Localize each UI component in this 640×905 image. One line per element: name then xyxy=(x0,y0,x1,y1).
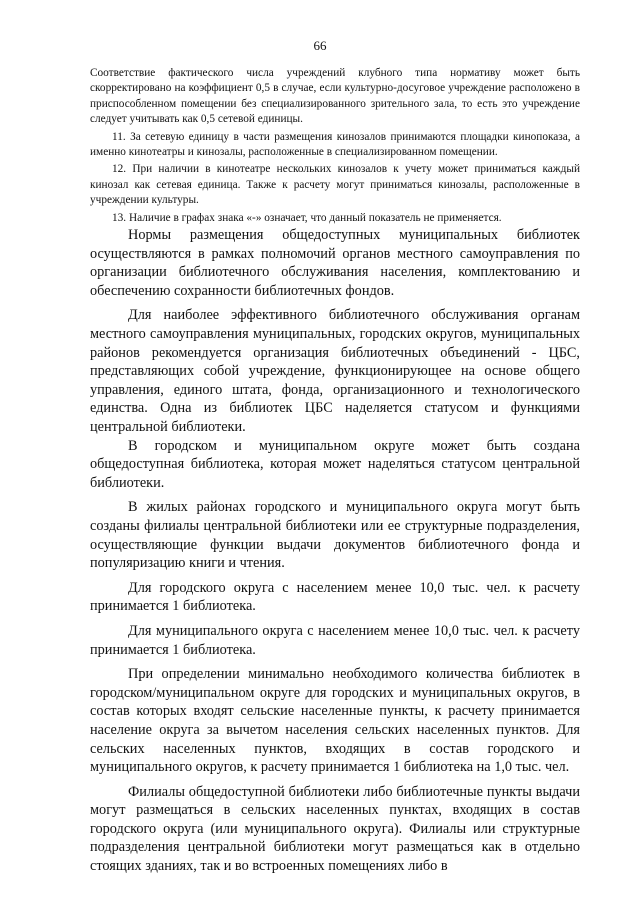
page-number: 66 xyxy=(313,38,327,53)
paragraph-library-norms: Нормы размещения общедоступных муниципальных библиотек осуществляются в рамках полномочий органов местного самоуправления по организации библиотечного обслуживания населения, комплектованию и обеспечению сохранности библиотечных фондов. xyxy=(90,227,580,299)
footnote-13: 13. Наличие в графах знака «-» означает, что данный показатель не применяется. xyxy=(112,211,502,224)
paragraph-minimum-libraries: При определении минимально необходимого количества библиотек в городском/муниципальном округе для городских и муниципальных округов, в состав которых входят сельские населенные пункты, к расчету принимается население округа за вычетом населения сельских населенных пунктов. Для сельских населенных пунктов, входящих в состав городского и муниципального округов, к расчету принимается 1 библиотека на 1,0 тыс. чел. xyxy=(90,666,580,776)
paragraph-city-district-limit: Для городского округа с населением менее 10,0 тыс. чел. к расчету принимается 1 библиотека. xyxy=(90,579,580,615)
paragraph-central-library: В городском и муниципальном округе может быть создана общедоступная библиотека, которая может наделяться статусом центральной библиотеки. xyxy=(90,437,580,491)
paragraph-cbs-organization: Для наиболее эффективного библиотечного обслуживания органам местного самоуправления муниципальных, городских округов, муниципальных районов рекомендуется организация библиотечных объединений - ЦБС, представляющих собой учреждение, функционирующее на основе общего управления, единого штата, фонда, организационного и технологического единства. Одна из библиотек ЦБС наделяется статусом и функциями центральной библиотеки. xyxy=(90,307,580,435)
paragraph-branches: В жилых районах городского и муниципального округа могут быть созданы филиалы центральной библиотеки или ее структурные подразделения, осуществляющие функции выдачи документов библиотечного фонда и популяризацию книги и чтения. xyxy=(90,499,580,572)
paragraph-branch-placement: Филиалы общедоступной библиотеки либо библиотечные пункты выдачи могут размещаться в сельских населенных пунктах, входящих в состав городского округа (или муниципального округа). Филиалы или структурные подразделения центральной библиотеки могут размещаться как в отдельно стоящих зданиях, так и во встроенных помещениях либо в xyxy=(90,783,580,875)
footnote-11: 11. За сетевую единицу в части размещения кинозалов принимаются площадки кинопоказа, а именно кинотеатры и кинозалы, расположенные в специализированном помещении. xyxy=(90,130,580,159)
footnote-paragraph: Соответствие фактического числа учреждений клубного типа нормативу может быть скорректировано на коэффициент 0,5 в случае, если культурно-досуговое учреждение расположено в приспособленном помещении без специализированного зрительного зала, то есть это учреждение следует учитывать как 0,5 сетевой единицы. xyxy=(90,67,580,126)
paragraph-municipal-district-limit: Для муниципального округа с населением менее 10,0 тыс. чел. к расчету принимается 1 библиотека. xyxy=(90,622,580,658)
document-body xyxy=(90,66,580,876)
footnote-12: 12. При наличии в кинотеатре нескольких кинозалов к учету может приниматься каждый кинозал как сетевая единица. Также к расчету могут приниматься кинозалы, расположенные в учреждении культуры. xyxy=(90,163,580,207)
